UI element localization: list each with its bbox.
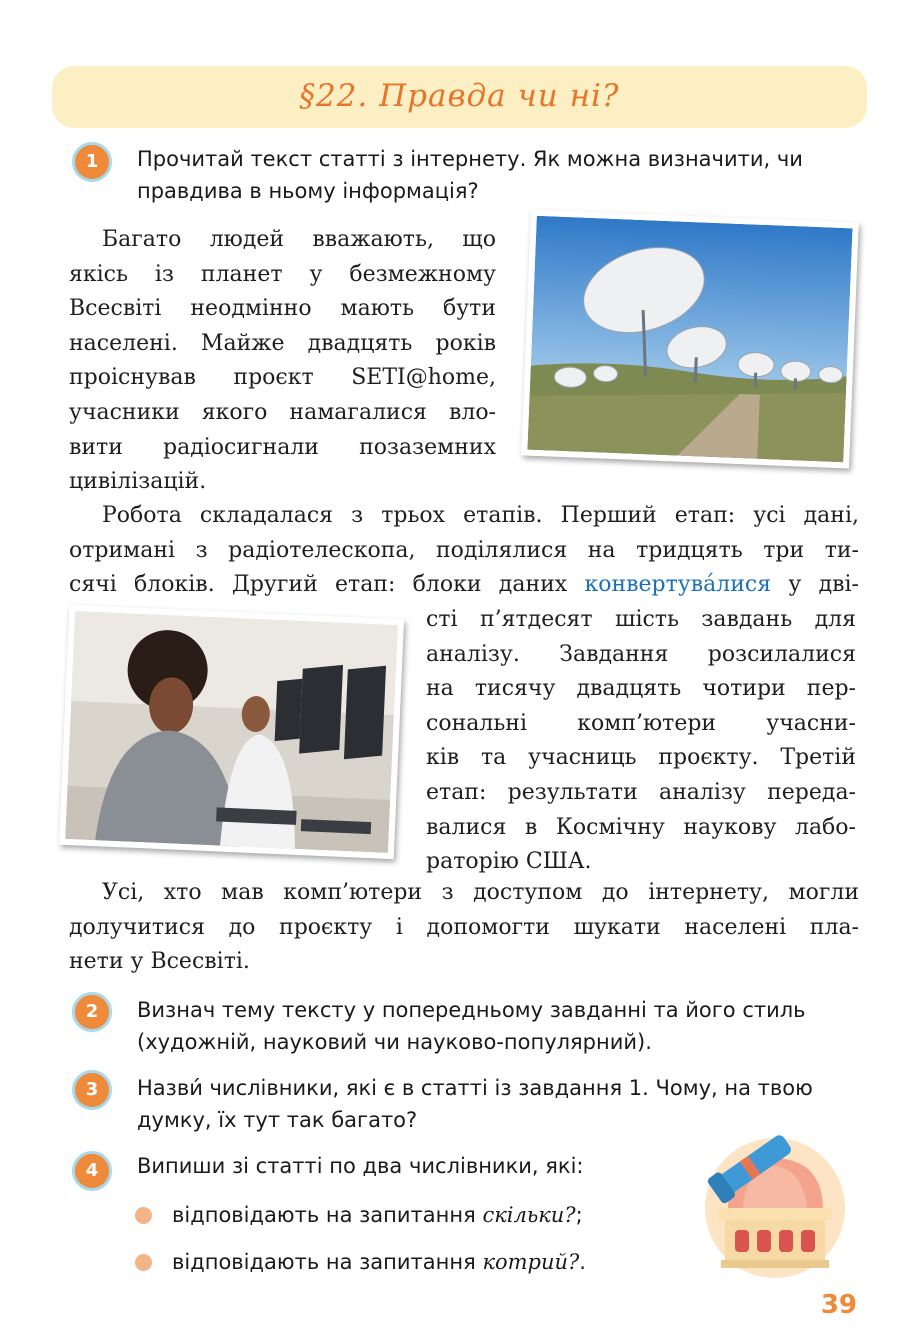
article-line: отримані з радіотелескопа, поділялися на тридцять три ти- [69,537,859,563]
article-line: Всесвіті неодмінно мають бути [69,296,496,322]
bullet-italic: котрий? [482,1250,580,1274]
article-line: аналізу. Завдання розсилалися [426,641,856,667]
radio-telescope-photo [521,210,859,469]
article-line: сті п’ятдесят шість завдань для [426,607,856,632]
page-title: §22. Правда чи ні? [299,78,620,114]
article-paragraph-2-continued [426,603,856,880]
bullet-dot [135,1254,152,1271]
bullet-tail: . [579,1250,586,1274]
people-at-computers-image [65,611,398,853]
task-number-badge: 2 [72,992,112,1032]
article-paragraph-3 [69,876,859,980]
task-number-badge: 4 [72,1151,112,1191]
task-number-badge: 1 [72,142,112,182]
article-line: населені. Майже двадцять років [69,330,496,356]
article-line: раторію США. [426,849,592,875]
article-line: нети у Всесвіті. [69,949,250,975]
article-line: проіснував проєкт SETI@home, [69,365,496,391]
task-3-text: Назви́ числівники, які є в статті із завдання 1. Чому, на твою думку, їх тут так багато? [137,1076,813,1132]
task-number-badge: 3 [72,1070,112,1110]
article-line: долучитися до проєкту і допомогти шукати населені пла- [69,914,859,940]
page-number: 39 [820,1290,857,1320]
article-line: учасники якого намагалися вло- [69,399,496,425]
article-line: вити радіосигнали позаземних [69,434,496,460]
task-2-text: Визнач тему тексту у попередньому завданні та його стиль (художній, науковий чи науково-популярний). [137,998,806,1054]
task-1-text: Прочитай текст статті з інтернету. Як можна визначити, чи правдива в ньому інформація? [137,147,803,203]
bullet-italic: скільки? [482,1203,576,1227]
article-line: цивілізацій. [69,469,207,495]
article-line: Робота складалася з трьох етапів. Перший етап: усі дані, [102,503,859,528]
bullet-item [172,1246,652,1278]
bullet-dot [135,1207,152,1224]
observatory-icon [683,1130,863,1280]
article-paragraph-1 [69,223,496,500]
article-line: на тисячу двадцять чотири пер- [426,676,856,702]
task-4-text: Випиши зі статті по два числівники, які: [137,1154,584,1178]
article-line: валися в Космічну наукову лабо- [426,814,856,840]
article-line: ків та учасниць проєкту. Третій [426,745,856,771]
title-band [52,66,867,128]
computers-photo [59,605,404,859]
bullet-item [172,1199,652,1231]
bullet-tail: ; [575,1203,583,1227]
article-line: Багато людей вважають, що [102,227,496,252]
article-text: сячі блоків. Другий етап: блоки даних [69,572,585,598]
article-line: сональні комп’ютери учасни- [426,710,856,736]
bullet-text: відповідають на запитання [172,1250,483,1274]
article-line: етап: результати аналізу переда- [426,779,856,805]
article-text: у дві- [771,572,859,598]
article-line: Усі, хто мав комп’ютери з доступом до інтернету, могли [102,880,859,905]
article-line: якісь із планет у безмежному [69,261,496,287]
word-link[interactable]: конвертува́лися [584,572,772,598]
article-paragraph-2 [69,499,859,603]
radio-telescope-array-image [527,216,852,462]
bullet-text: відповідають на запитання [172,1203,483,1227]
article-line [69,568,859,603]
